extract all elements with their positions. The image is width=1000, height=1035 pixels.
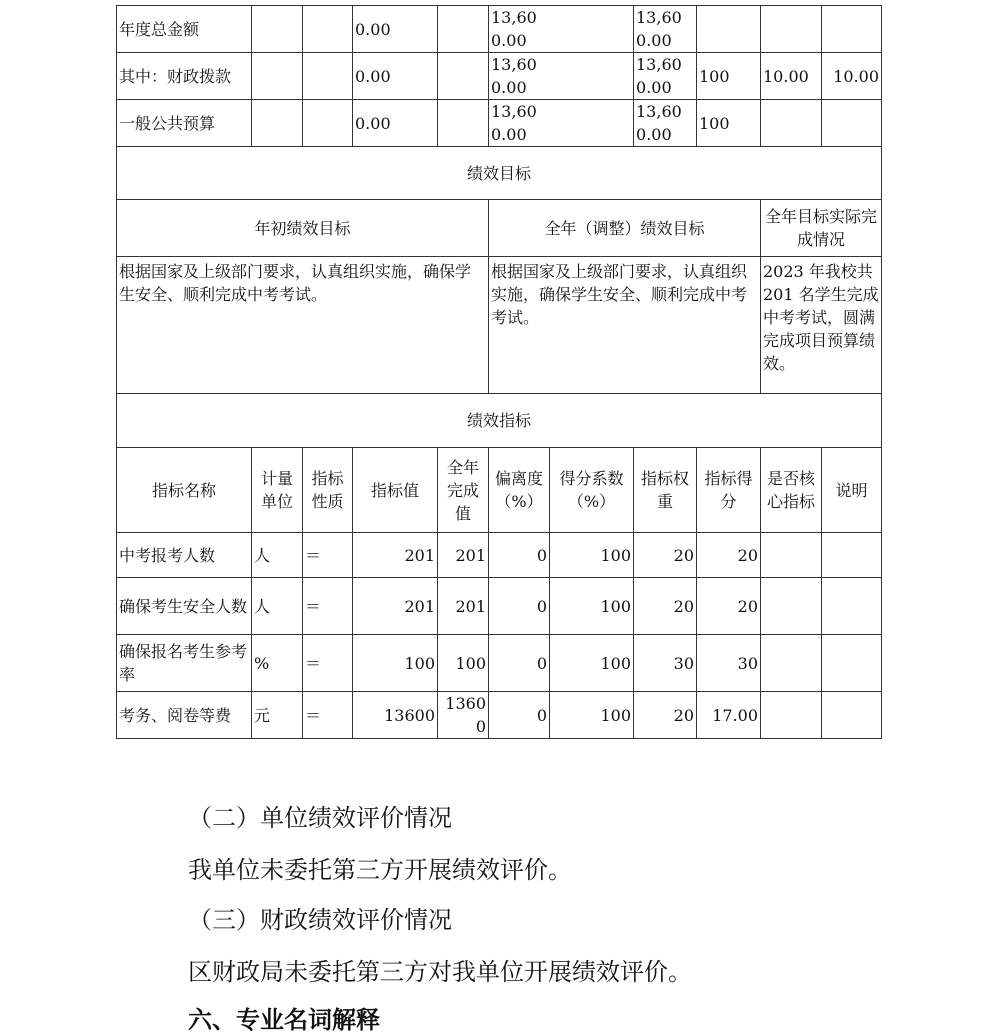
budget-initial: 0.00 <box>353 53 438 100</box>
indicator-row <box>117 635 882 692</box>
ind-actual: 100 <box>438 635 489 692</box>
goals-adjusted-text: 根据国家及上级部门要求，认真组织实施，确保学生安全、顺利完成中考考试。 <box>489 257 761 394</box>
ind-header-actual: 全年完成值 <box>438 448 489 533</box>
budget-score <box>822 100 882 147</box>
ind-target: 201 <box>353 533 438 578</box>
budget-row <box>117 100 882 147</box>
ind-note <box>822 533 882 578</box>
ind-nature: ＝ <box>303 533 353 578</box>
ind-core <box>761 692 822 739</box>
indicator-row <box>117 578 882 635</box>
budget-weight <box>761 6 822 53</box>
ind-actual: 201 <box>438 578 489 635</box>
ind-header-target: 指标值 <box>353 448 438 533</box>
ind-nature: ＝ <box>303 578 353 635</box>
ind-note <box>822 692 882 739</box>
ind-note <box>822 578 882 635</box>
budget-executed: 13,600.00 <box>634 53 697 100</box>
budget-initial: 0.00 <box>353 6 438 53</box>
goals-header-adjusted: 全年（调整）绩效目标 <box>489 200 761 257</box>
budget-adjusted: 13,600.00 <box>491 55 537 97</box>
budget-executed: 13,600.00 <box>634 100 697 147</box>
ind-header-name: 指标名称 <box>117 448 252 533</box>
budget-adjusted: 13,600.00 <box>491 8 537 50</box>
ind-weight: 20 <box>634 533 697 578</box>
ind-unit: 人 <box>252 578 303 635</box>
ind-name: 中考报考人数 <box>117 533 252 578</box>
ind-target: 13600 <box>353 692 438 739</box>
budget-row <box>117 6 882 53</box>
performance-table <box>116 5 882 739</box>
ind-coef: 100 <box>550 635 634 692</box>
budget-weight <box>761 100 822 147</box>
unit-eval-text: 我单位未委托第三方开展绩效评价。 <box>188 856 572 884</box>
ind-header-coef: 得分系数（%） <box>550 448 634 533</box>
ind-header-note: 说明 <box>822 448 882 533</box>
budget-initial: 0.00 <box>353 100 438 147</box>
ind-header-score: 指标得分 <box>697 448 761 533</box>
budget-rate: 100 <box>697 100 761 147</box>
finance-eval-text: 区财政局未委托第三方对我单位开展绩效评价。 <box>188 958 692 986</box>
ind-core <box>761 533 822 578</box>
glossary-heading: 六、专业名词解释 <box>188 1005 380 1034</box>
budget-score <box>822 6 882 53</box>
goals-section-title: 绩效目标 <box>117 147 882 200</box>
ind-unit: 元 <box>252 692 303 739</box>
budget-row <box>117 53 882 100</box>
budget-score: 10.00 <box>822 53 882 100</box>
budget-rate: 100 <box>697 53 761 100</box>
ind-deviation: 0 <box>489 692 550 739</box>
ind-name: 确保考生安全人数 <box>117 578 252 635</box>
ind-header-nature: 指标性质 <box>303 448 353 533</box>
goals-header-actual: 全年目标实际完成情况 <box>761 200 882 257</box>
ind-deviation: 0 <box>489 635 550 692</box>
ind-name: 考务、阅卷等费 <box>117 692 252 739</box>
ind-header-core: 是否核心指标 <box>761 448 822 533</box>
ind-unit: 人 <box>252 533 303 578</box>
budget-label: 年度总金额 <box>117 6 252 53</box>
ind-core <box>761 578 822 635</box>
unit-eval-heading: （二）单位绩效评价情况 <box>188 804 452 832</box>
ind-score: 17.00 <box>697 692 761 739</box>
ind-score: 20 <box>697 578 761 635</box>
ind-weight: 20 <box>634 578 697 635</box>
budget-weight: 10.00 <box>761 53 822 100</box>
ind-header-weight: 指标权重 <box>634 448 697 533</box>
finance-eval-heading: （三）财政绩效评价情况 <box>188 906 452 934</box>
goals-actual-text: 2023 年我校共 201 名学生完成中考考试，圆满完成项目预算绩效。 <box>761 257 882 394</box>
ind-coef: 100 <box>550 578 634 635</box>
ind-nature: ＝ <box>303 692 353 739</box>
ind-nature: ＝ <box>303 635 353 692</box>
ind-header-unit: 计量单位 <box>252 448 303 533</box>
ind-name: 确保报名考生参考率 <box>117 635 252 692</box>
indicator-row <box>117 533 882 578</box>
ind-deviation: 0 <box>489 578 550 635</box>
indicators-section-title: 绩效指标 <box>117 394 882 448</box>
ind-target: 100 <box>353 635 438 692</box>
budget-label: 一般公共预算 <box>117 100 252 147</box>
indicators-header-row <box>117 448 882 533</box>
ind-target: 201 <box>353 578 438 635</box>
ind-weight: 30 <box>634 635 697 692</box>
ind-unit: % <box>252 635 303 692</box>
budget-executed: 13,600.00 <box>634 6 697 53</box>
ind-coef: 100 <box>550 692 634 739</box>
goals-initial-text: 根据国家及上级部门要求，认真组织实施，确保学生安全、顺利完成中考考试。 <box>117 257 489 394</box>
ind-deviation: 0 <box>489 533 550 578</box>
ind-note <box>822 635 882 692</box>
ind-actual: 201 <box>438 533 489 578</box>
budget-adjusted: 13,600.00 <box>491 102 537 144</box>
ind-core <box>761 635 822 692</box>
ind-weight: 20 <box>634 692 697 739</box>
goals-header-initial: 年初绩效目标 <box>117 200 489 257</box>
indicator-row <box>117 692 882 739</box>
ind-header-deviation: 偏离度（%） <box>489 448 550 533</box>
budget-rate <box>697 6 761 53</box>
ind-score: 30 <box>697 635 761 692</box>
budget-label: 其中：财政拨款 <box>117 53 252 100</box>
ind-score: 20 <box>697 533 761 578</box>
ind-coef: 100 <box>550 533 634 578</box>
ind-actual: 13600 <box>438 692 489 739</box>
